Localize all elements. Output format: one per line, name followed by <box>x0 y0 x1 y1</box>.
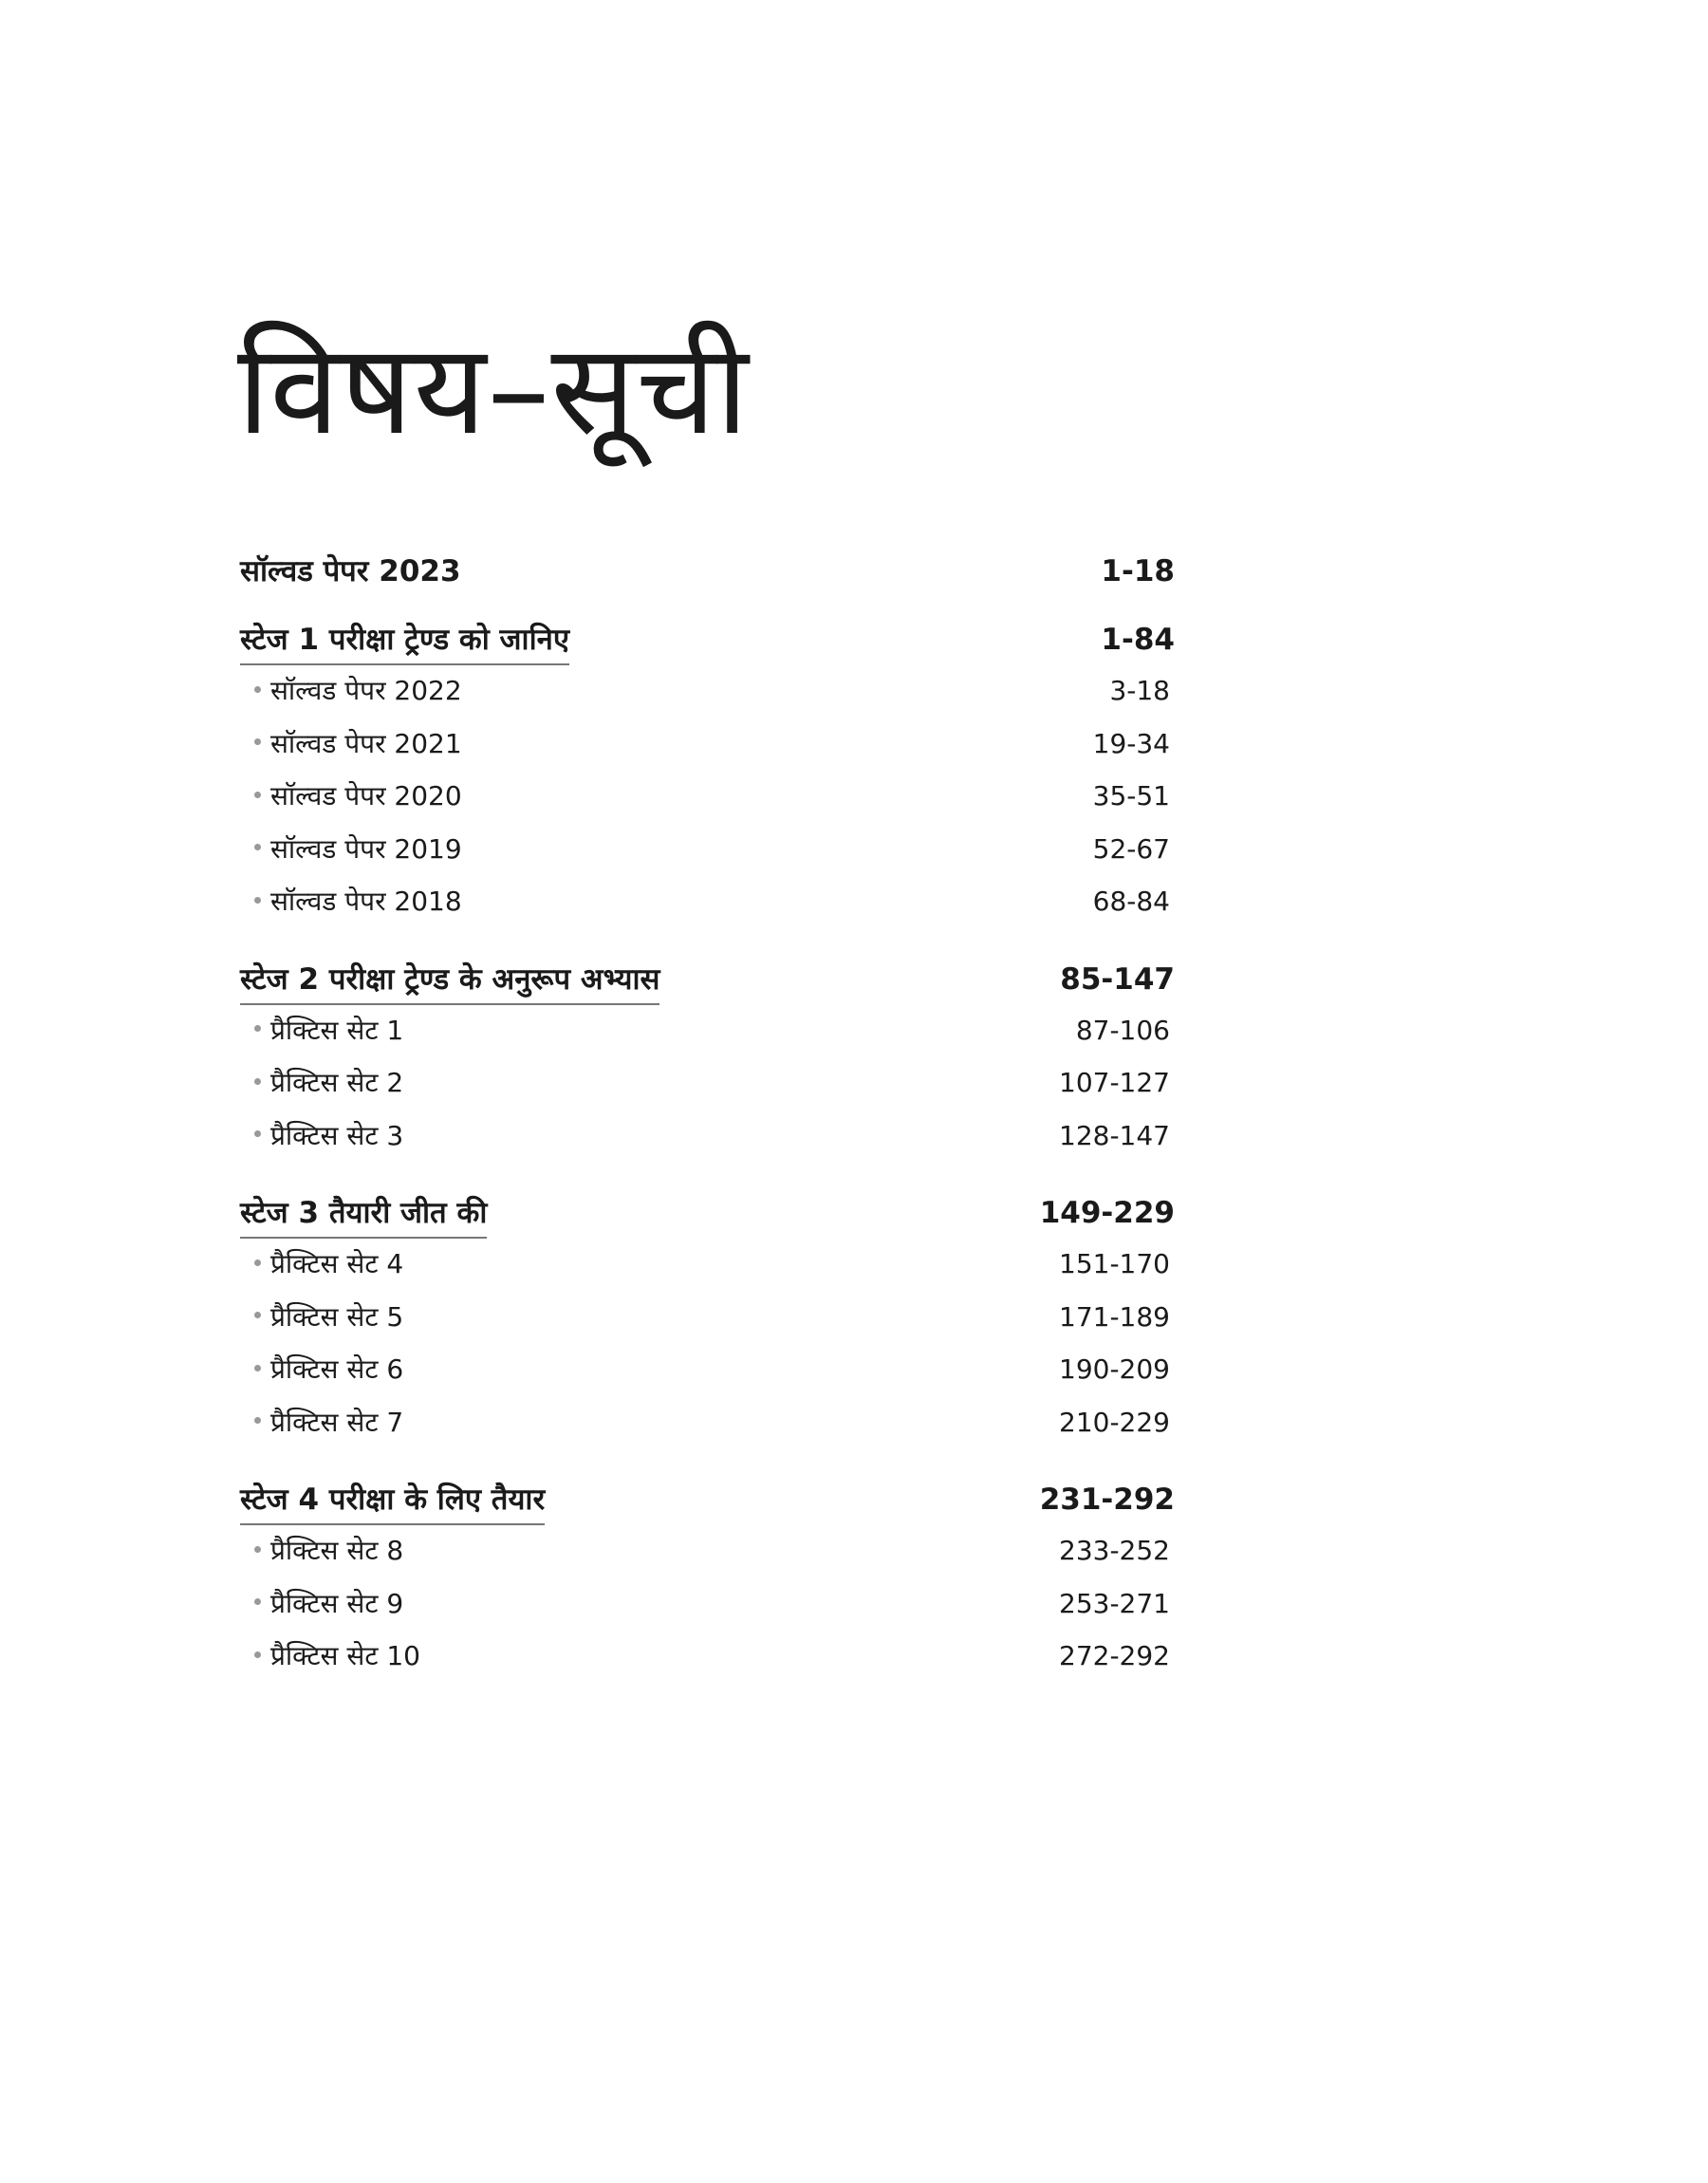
toc-stage-heading[interactable] <box>240 1479 1175 1532</box>
bullet-icon <box>254 1546 261 1553</box>
toc-item[interactable] <box>240 1532 1175 1585</box>
toc-item[interactable] <box>240 1351 1175 1404</box>
bullet-icon <box>254 1417 261 1424</box>
toc-item-label: सॉल्वड पेपर 2022 <box>270 675 462 706</box>
toc-item-left <box>254 1117 403 1153</box>
toc-item-label: प्रैक्टिस सेट 10 <box>270 1640 420 1671</box>
toc-item-label: प्रैक्टिस सेट 6 <box>270 1353 404 1385</box>
toc-item-left <box>254 1351 403 1387</box>
toc-item-pages: 35-51 <box>1092 780 1170 812</box>
toc-entry-pages: 1-18 <box>1101 554 1175 588</box>
toc-item-label: सॉल्वड पेपर 2021 <box>270 727 462 759</box>
toc-item[interactable] <box>240 1064 1175 1117</box>
toc-item-left <box>254 1298 403 1334</box>
bullet-icon <box>254 792 261 798</box>
stage-heading-pages: 149-229 <box>1039 1196 1175 1230</box>
toc-section-stage-3 <box>240 1192 1175 1456</box>
toc-item-left <box>254 725 462 761</box>
bullet-icon <box>254 1130 261 1137</box>
bullet-icon <box>254 1312 261 1318</box>
toc-item[interactable] <box>240 1012 1175 1065</box>
toc-item[interactable] <box>240 1404 1175 1457</box>
stage-heading-label: स्टेज 3 तैयारी जीत की <box>240 1192 487 1239</box>
bullet-icon <box>254 897 261 904</box>
toc-item-left <box>254 1585 403 1621</box>
bullet-icon <box>254 738 261 745</box>
toc-item-label: सॉल्वड पेपर 2020 <box>270 780 462 812</box>
toc-item[interactable] <box>240 725 1175 778</box>
toc-item-left <box>254 1404 403 1440</box>
toc-item-label: प्रैक्टिस सेट 2 <box>270 1067 404 1098</box>
toc-item-pages: 107-127 <box>1059 1067 1170 1098</box>
toc-item[interactable] <box>240 1298 1175 1352</box>
page-title: विषय–सूची <box>237 317 750 463</box>
toc-item-label: प्रैक्टिस सेट 8 <box>270 1535 404 1566</box>
toc-item-pages: 68-84 <box>1092 886 1170 917</box>
toc-item-left <box>254 777 462 813</box>
toc-entry-solved-paper-2023[interactable] <box>240 550 1175 619</box>
toc-item-label: प्रैक्टिस सेट 3 <box>270 1119 404 1151</box>
toc-entry-label: सॉल्वड पेपर 2023 <box>240 554 461 588</box>
toc-section-stage-2 <box>240 959 1175 1170</box>
bullet-icon <box>254 686 261 693</box>
toc-item[interactable] <box>240 1585 1175 1638</box>
toc-item-pages: 272-292 <box>1059 1640 1170 1671</box>
toc-item-pages: 253-271 <box>1059 1587 1170 1619</box>
toc-item-left <box>254 830 462 867</box>
toc-item-pages: 87-106 <box>1075 1014 1170 1046</box>
toc-stage-heading[interactable] <box>240 619 1175 672</box>
toc-item[interactable] <box>240 1117 1175 1170</box>
toc-item[interactable] <box>240 830 1175 884</box>
toc-item-pages: 233-252 <box>1059 1535 1170 1566</box>
toc-item-label: प्रैक्टिस सेट 4 <box>270 1248 404 1279</box>
bullet-icon <box>254 1259 261 1266</box>
toc-item-label: प्रैक्टिस सेट 7 <box>270 1406 404 1438</box>
toc-stage-heading[interactable] <box>240 1192 1175 1245</box>
toc-item-left <box>254 1532 403 1568</box>
toc-item[interactable] <box>240 672 1175 725</box>
stage-heading-label: स्टेज 4 परीक्षा के लिए तैयार <box>240 1479 545 1525</box>
toc-item-label: प्रैक्टिस सेट 9 <box>270 1587 404 1619</box>
stage-heading-label: स्टेज 1 परीक्षा ट्रेण्ड को जानिए <box>240 619 569 665</box>
toc-item-pages: 190-209 <box>1059 1353 1170 1385</box>
toc-item-pages: 151-170 <box>1059 1248 1170 1279</box>
stage-heading-label: स्टेज 2 परीक्षा ट्रेण्ड के अनुरूप अभ्यास <box>240 959 659 1005</box>
toc-item-left <box>254 1245 403 1281</box>
stage-heading-pages: 231-292 <box>1039 1483 1175 1517</box>
toc-item-left <box>254 883 462 919</box>
toc-item-label: सॉल्वड पेपर 2019 <box>270 832 462 865</box>
toc-section-stage-4 <box>240 1479 1175 1690</box>
bullet-icon <box>254 1598 261 1605</box>
toc-item-label: सॉल्वड पेपर 2018 <box>270 886 462 917</box>
toc-item-left <box>254 672 462 708</box>
bullet-icon <box>254 844 261 850</box>
toc-item-pages: 171-189 <box>1059 1300 1170 1333</box>
toc-sections <box>240 619 1175 1690</box>
toc-item-pages: 128-147 <box>1059 1119 1170 1151</box>
toc-stage-heading[interactable] <box>240 959 1175 1012</box>
bullet-icon <box>254 1025 261 1032</box>
toc-item[interactable] <box>240 1245 1175 1298</box>
toc-item-left <box>254 1064 403 1100</box>
toc-item[interactable] <box>240 777 1175 830</box>
toc-item[interactable] <box>240 883 1175 936</box>
toc-section-stage-1 <box>240 619 1175 936</box>
toc-item-pages: 19-34 <box>1092 727 1170 759</box>
toc-item[interactable] <box>240 1637 1175 1690</box>
toc-item-pages: 52-67 <box>1092 832 1170 865</box>
stage-heading-pages: 85-147 <box>1060 961 1175 997</box>
toc-item-left <box>254 1637 420 1673</box>
toc-item-label: प्रैक्टिस सेट 1 <box>270 1014 404 1046</box>
toc-item-label: प्रैक्टिस सेट 5 <box>270 1300 404 1333</box>
toc-item-left <box>254 1012 403 1048</box>
bullet-icon <box>254 1078 261 1085</box>
table-of-contents <box>240 550 1175 1713</box>
bullet-icon <box>254 1651 261 1658</box>
bullet-icon <box>254 1365 261 1371</box>
toc-item-pages: 210-229 <box>1059 1406 1170 1438</box>
stage-heading-pages: 1-84 <box>1101 623 1175 657</box>
toc-item-pages: 3-18 <box>1109 675 1170 706</box>
